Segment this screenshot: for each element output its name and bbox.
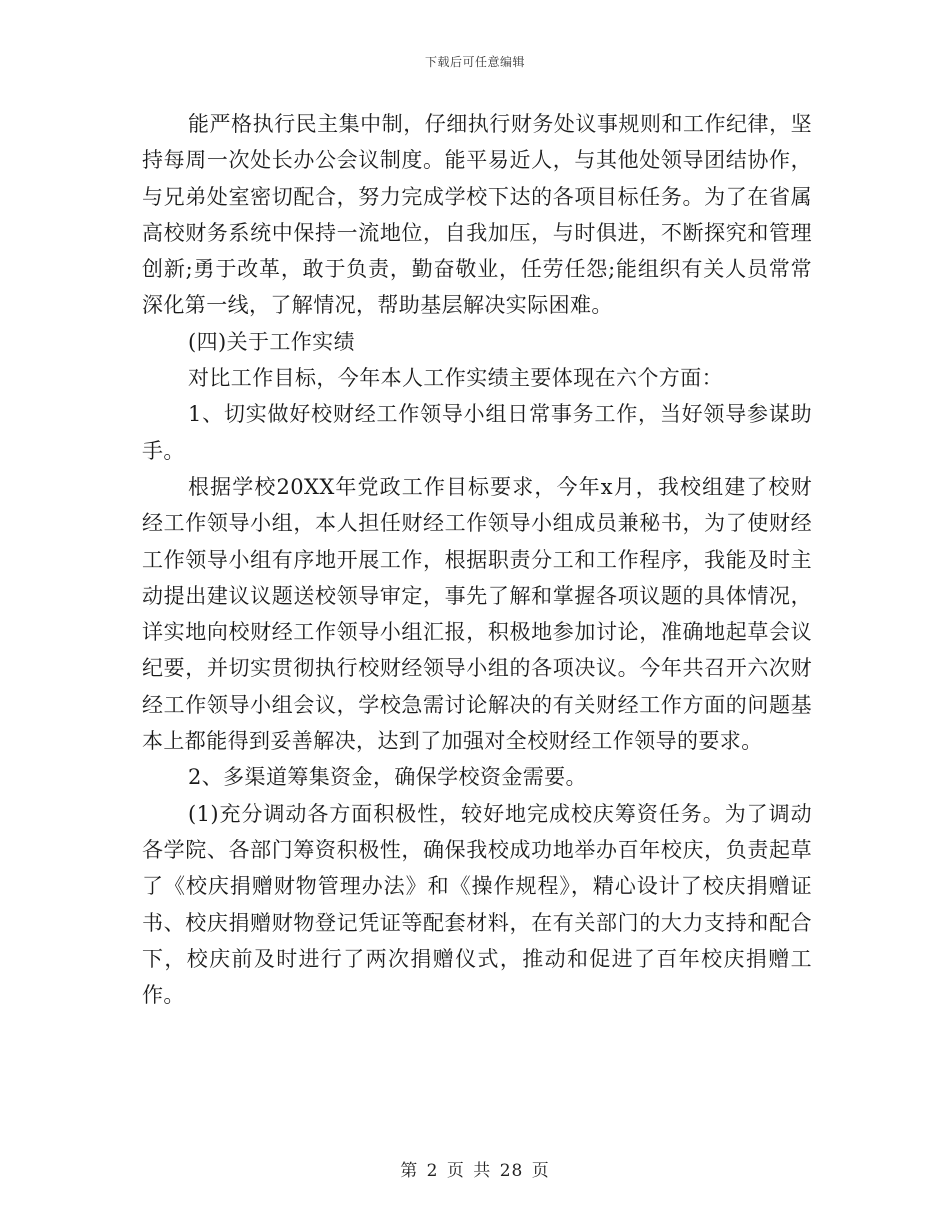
section-heading-work-results: (四)关于工作实绩	[188, 329, 355, 354]
list-item-1-heading: 1、切实做好校财经工作领导小组日常事务工作，当好领导参谋助手。	[142, 402, 812, 463]
paragraph-leadership: 能严格执行民主集中制，仔细执行财务处议事规则和工作纪律，坚持每周一次处长办公会议制度。能平易近人，与其他处领导团结协作，与兄弟处室密切配合，努力完成学校下达的各项目标任务。为了在省属高校财务系统中保持一流地位，自我加压，与时俱进，不断探究和管理创新;勇于改革，敢于负责，勤奋敬业，任劳任怨;能组织有关人员常常深化第一线，了解情况，帮助基层解决实际困难。	[142, 112, 812, 318]
document-body	[142, 106, 812, 1013]
paragraph-results-intro: 对比工作目标，今年本人工作实绩主要体现在六个方面：	[188, 366, 723, 391]
list-item-2-heading: 2、多渠道筹集资金，确保学校资金需要。	[188, 765, 587, 790]
paragraph-fundraising: (1)充分调动各方面积极性，较好地完成校庆筹资任务。为了调动各学院、各部门筹资积极性，确保我校成功地举办百年校庆，负责起草了《校庆捐赠财物管理办法》和《操作规程》，精心设计了校庆捐赠证书、校庆捐赠财物登记凭证等配套材料，在有关部门的大力支持和配合下，校庆前及时进行了两次捐赠仪式，推动和促进了百年校庆捐赠工作。	[142, 801, 812, 1008]
page-number-footer: 第 2 页 共 28 页	[400, 1161, 550, 1181]
paragraph-finance-group: 根据学校20XX年党政工作目标要求，今年x月，我校组建了校财经工作领导小组，本人担任财经工作领导小组成员兼秘书，为了使财经工作领导小组有序地开展工作，根据职责分工和工作程序，我能及时主动提出建议议题送校领导审定，事先了解和掌握各项议题的具体情况，详实地向校财经工作领导小组汇报，积极地参加讨论，准确地起草会议纪要，并切实贯彻执行校财经领导小组的各项决议。今年共召开六次财经工作领导小组会议，学校急需讨论解决的有关财经工作方面的问题基本上都能得到妥善解决，达到了加强对全校财经工作领导的要求。	[142, 474, 812, 754]
header-note: 下载后可任意编辑	[424, 55, 525, 69]
